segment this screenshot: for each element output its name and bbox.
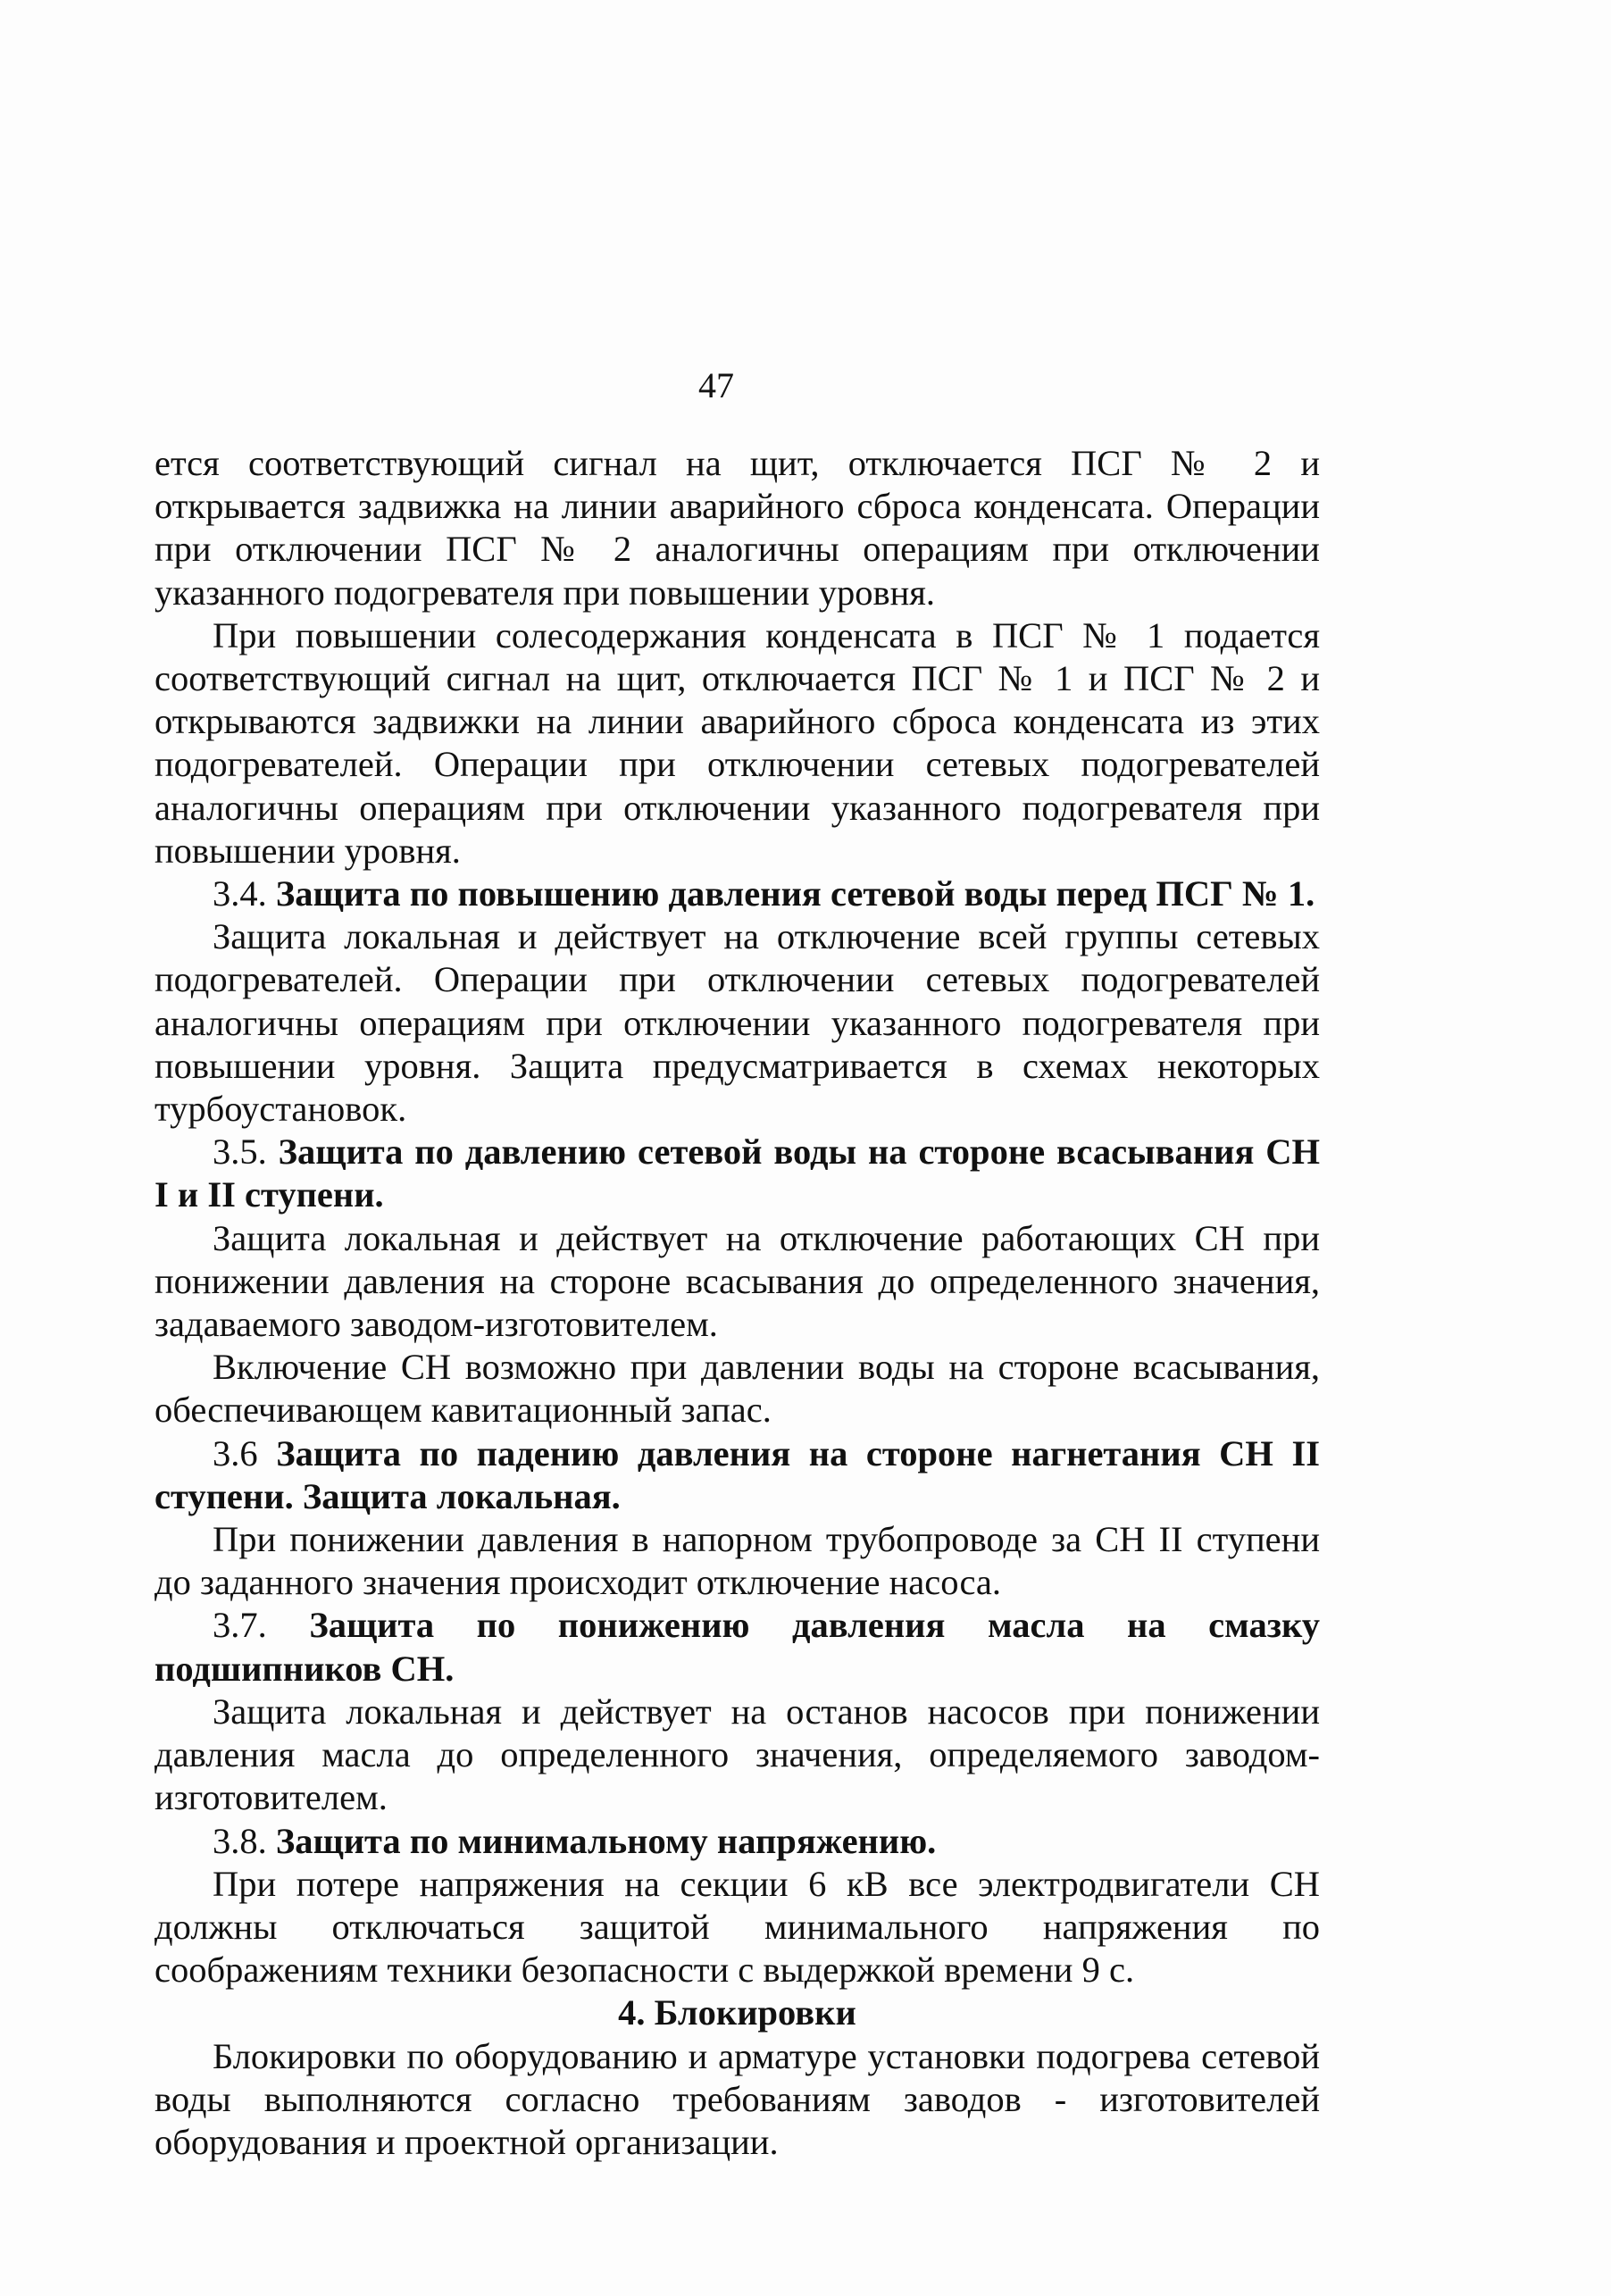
paragraph-salt-content: При повышении солесодержания конденсата в ПСГ № 1 подается соответствующий сигнал на щит, отключается ПСГ № 1 и ПСГ № 2 и открываются задвижки на линии аварийного сброса конденсата из этих подогревателей. Операции при отключении сетевых подогревателей аналогичны операциям при отключении указанного подогревателя при повышении уровня. xyxy=(154,614,1320,871)
section-title: Защита по повышению давления сетевой воды перед ПСГ № 1. xyxy=(275,873,1315,914)
section-3-8-heading xyxy=(154,1820,1320,1863)
section-3-6-heading xyxy=(154,1432,1320,1518)
section-3-5-text-2: Включение СН возможно при давлении воды на стороне всасывания, обеспечивающем кавитационный запас. xyxy=(154,1347,1320,1431)
section-number: 3.4. xyxy=(213,873,267,914)
section-3-8-text: При потере напряжения на секции 6 кВ все электродвигатели СН должны отключаться защитой минимального напряжения по соображениям техники безопасности с выдержкой времени 9 с. xyxy=(154,1863,1320,1991)
paragraph-continuation: ется соответствующий сигнал на щит, отключается ПСГ № 2 и открывается задвижка на линии аварийного сброса конденсата. Операции при отключении ПСГ № 2 аналогичны операциям при отключении указанного подогревателя при повышении уровня. xyxy=(154,443,1320,613)
section-title: Защита по падению давления на стороне нагнетания СН II ступени. Защита локальная. xyxy=(154,1432,1321,1516)
section-3-7-text: Защита локальная и действует на останов насосов при понижении давления масла до определенного значения, определяемого заводом-изготовителем. xyxy=(154,1691,1320,1818)
section-title: Защита по понижению давления масла на смазку подшипников СН. xyxy=(154,1605,1321,1689)
document-body xyxy=(154,442,1320,2164)
section-number: 3.8. xyxy=(213,1820,267,1861)
section-number: 3.6 xyxy=(213,1432,258,1474)
section-3-4-text: Защита локальная и действует на отключение всей группы сетевых подогревателей. Операции при отключении сетевых подогревателей аналогичны операциям при отключении указанного подогревателя при повышении уровня. Защита предусматривается в схемах некоторых турбоустановок. xyxy=(154,916,1320,1130)
section-3-5-text: Защита локальная и действует на отключение работающих СН при понижении давления на стороне всасывания до определенного значения, задаваемого заводом-изготовителем. xyxy=(154,1217,1320,1345)
section-4-heading: 4. Блокировки xyxy=(618,1992,856,2033)
section-3-4-heading xyxy=(154,872,1320,915)
section-3-6-text: При понижении давления в напорном трубопроводе за СН II ступени до заданного значения происходит отключение насоса. xyxy=(154,1519,1320,1603)
section-number: 3.5. xyxy=(213,1131,267,1173)
section-number: 3.7. xyxy=(213,1605,267,1646)
section-3-7-heading xyxy=(154,1604,1320,1690)
section-4-text: Блокировки по оборудованию и арматуре установки подогрева сетевой воды выполняются согласно требованиям заводов - изготовителей оборудования и проектной организации. xyxy=(154,2035,1320,2162)
page-number: 47 xyxy=(698,365,734,405)
section-3-5-heading xyxy=(154,1131,1320,1216)
section-title: Защита по давлению сетевой воды на стороне всасывания СН I и II ступени. xyxy=(154,1131,1320,1215)
section-title: Защита по минимальному напряжению. xyxy=(275,1820,937,1861)
